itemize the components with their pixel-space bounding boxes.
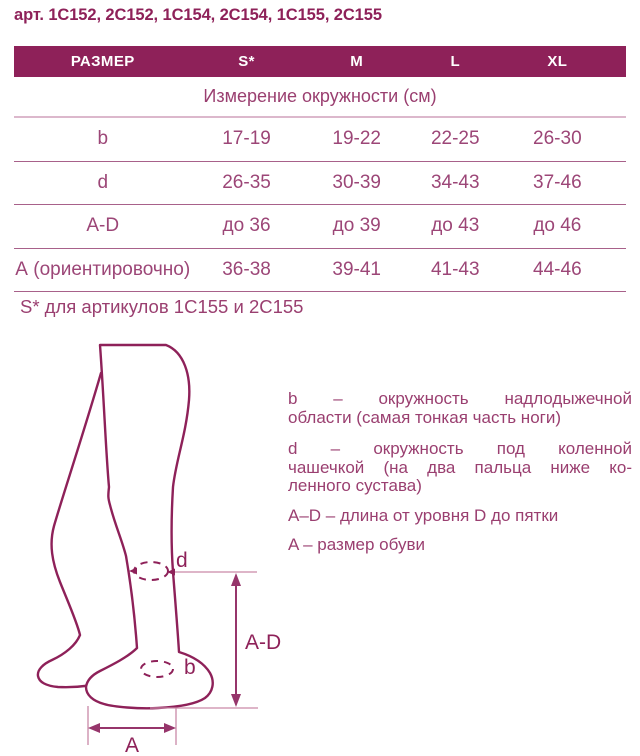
front-leg-outline [86,345,213,708]
mark-a-label: A [125,734,140,756]
a-arrowhead-left [88,723,100,733]
legend-line: области (самая тонкая часть ноги) [288,407,562,427]
header-cell-l: L [450,53,461,70]
cell-value: 19-22 [332,128,381,150]
cell-value: до 39 [332,215,381,237]
cell-value: 26-30 [533,128,582,150]
legend-item-b [288,390,632,427]
cell-value: 30-39 [332,171,381,193]
cell-value: до 46 [533,215,582,237]
cell-value: 22-25 [430,128,480,150]
table-row-ad [14,205,626,249]
measurement-legend [288,390,632,568]
table-subheader: Измерение окружности (см) [14,77,626,118]
table-header-row [14,46,626,77]
cell-value: до 36 [222,215,271,237]
cell-value: до 43 [431,215,480,237]
ad-arrowhead-bottom [231,694,241,707]
mark-ad-label: A-D [245,631,282,654]
mark-d-label: d [176,549,188,572]
cell-value: 34-43 [430,171,480,193]
cell-value: 36-38 [222,258,271,280]
table-row-a [14,249,626,293]
header-cell-s: S* [238,53,255,70]
header-cell-size: РАЗМЕР [70,53,135,70]
ad-arrowhead-top [231,573,241,586]
legend-line: b – окружность надлодыжечной [288,389,632,408]
cell-value: 44-46 [533,258,582,280]
table-row-d [14,162,626,206]
table-footnote: S* для артикулов 1C155 и 2C155 [20,296,304,317]
header-cell-xl: XL [547,53,568,70]
legend-line: чашечкой (на два пальца ниже ко- [288,457,632,477]
legend-item-a [288,536,632,555]
legend-item-d [288,440,632,496]
sizes-table [14,46,626,292]
cell-value: 17-19 [222,128,271,150]
table-row-b [14,118,626,162]
row-label: А (ориентировочно) [15,258,191,280]
cell-value: 41-43 [430,258,480,280]
cell-value: 26-35 [222,171,271,193]
cell-value: 39-41 [332,258,381,280]
a-arrowhead-right [164,723,176,733]
legs-measurement-diagram [0,330,310,756]
cell-value: 37-46 [533,171,582,193]
legend-line: A–D – длина от уровня D до пятки [288,505,559,525]
legend-line: d – окружность под коленной [288,439,632,458]
row-label: A-D [86,215,120,237]
header-cell-m: M [350,53,364,70]
row-label: b [97,128,109,150]
legend-line: ленного сустава) [288,476,422,495]
mark-b-label: b [184,656,196,679]
row-label: d [97,171,109,193]
legend-item-ad [288,507,632,526]
legend-line: A – размер обуви [288,535,425,554]
page-title: арт. 1C152, 2C152, 1C154, 2C154, 1C155, 2C155 [14,6,382,24]
